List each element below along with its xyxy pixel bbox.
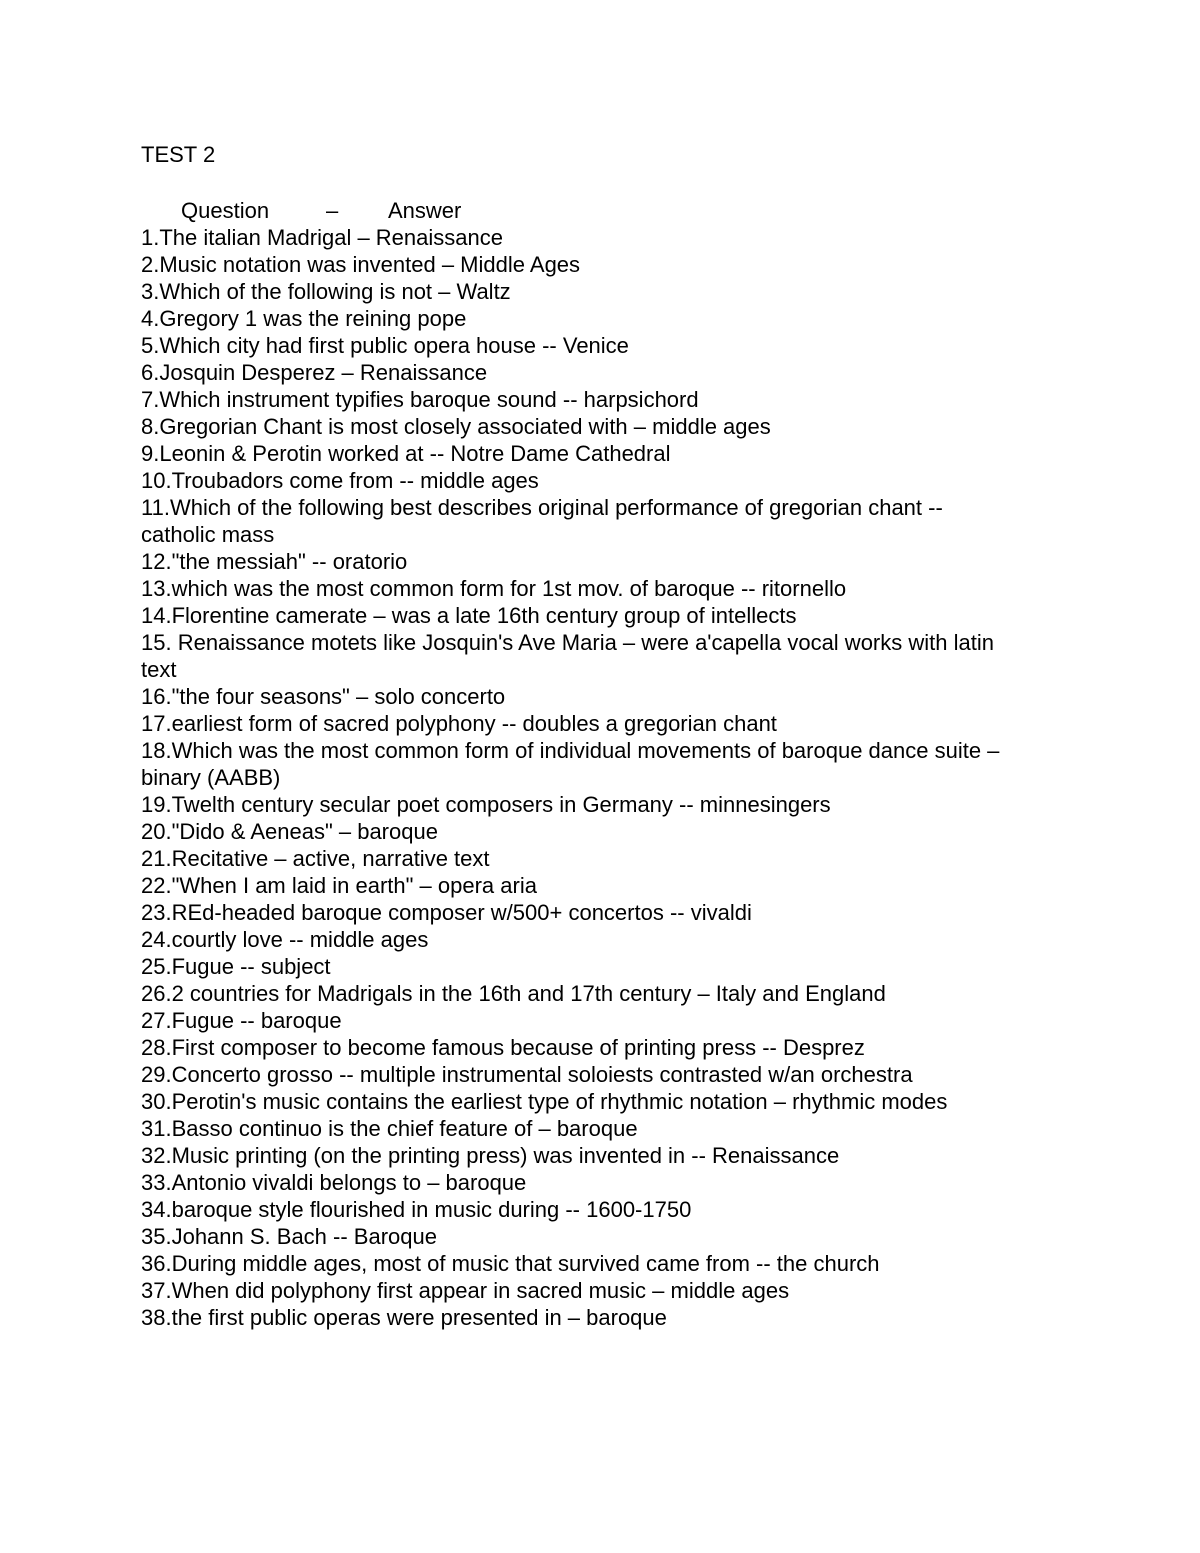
list-item: 3.Which of the following is not – Waltz [141,279,511,304]
question-header: Question [181,198,270,223]
document-page [141,140,1001,1331]
list-item: 2.Music notation was invented – Middle Ages [141,252,581,277]
list-item: 21.Recitative – active, narrative text [141,846,490,871]
list-item: 30.Perotin's music contains the earliest type of rhythmic notation – rhythmic modes [141,1089,948,1114]
list-item: 33.Antonio vivaldi belongs to – baroque [141,1170,527,1195]
question-list [141,224,1001,1331]
list-item: 7.Which instrument typifies baroque sound -- harpsichord [141,387,699,412]
list-item: 8.Gregorian Chant is most closely associated with – middle ages [141,414,771,439]
column-header [141,197,1001,224]
list-item: 23.REd-headed baroque composer w/500+ concertos -- vivaldi [141,900,752,925]
list-item: 19.Twelth century secular poet composers in Germany -- minnesingers [141,792,831,817]
page-title: TEST 2 [141,142,216,167]
list-item: 37.When did polyphony first appear in sacred music – middle ages [141,1278,790,1303]
list-item: 38.the first public operas were presented in – baroque [141,1305,667,1330]
list-item: 24.courtly love -- middle ages [141,927,429,952]
list-item: 28.First composer to become famous because of printing press -- Desprez [141,1035,865,1060]
list-item: 12."the messiah" -- oratorio [141,549,408,574]
header-separator: – [326,198,339,223]
list-item: 22."When I am laid in earth" – opera aria [141,873,537,898]
list-item: 29.Concerto grosso -- multiple instrumental soloiests contrasted w/an orchestra [141,1062,913,1087]
list-item: 1.The italian Madrigal – Renaissance [141,225,503,250]
list-item: 11.Which of the following best describes original performance of gregorian chant -- catholic mass [141,495,943,547]
list-item: 17.earliest form of sacred polyphony -- doubles a gregorian chant [141,711,777,736]
list-item: 15. Renaissance motets like Josquin's Ave Maria – were a'capella vocal works with latin text [141,630,994,682]
list-item: 31.Basso continuo is the chief feature of – baroque [141,1116,638,1141]
list-item: 34.baroque style flourished in music during -- 1600-1750 [141,1197,692,1222]
list-item: 25.Fugue -- subject [141,954,331,979]
list-item: 5.Which city had first public opera house -- Venice [141,333,629,358]
list-item: 27.Fugue -- baroque [141,1008,342,1033]
list-item: 26.2 countries for Madrigals in the 16th and 17th century – Italy and England [141,981,886,1006]
list-item: 32.Music printing (on the printing press) was invented in -- Renaissance [141,1143,840,1168]
list-item: 35.Johann S. Bach -- Baroque [141,1224,437,1249]
list-item: 13.which was the most common form for 1st mov. of baroque -- ritornello [141,576,847,601]
answer-header: Answer [388,198,462,223]
list-item: 16."the four seasons" – solo concerto [141,684,506,709]
list-item: 36.During middle ages, most of music that survived came from -- the church [141,1251,880,1276]
list-item: 20."Dido & Aeneas" – baroque [141,819,438,844]
list-item: 14.Florentine camerate – was a late 16th century group of intellects [141,603,797,628]
list-item: 9.Leonin & Perotin worked at -- Notre Dame Cathedral [141,441,671,466]
list-item: 4.Gregory 1 was the reining pope [141,306,467,331]
list-item: 6.Josquin Desperez – Renaissance [141,360,488,385]
list-item: 10.Troubadors come from -- middle ages [141,468,539,493]
list-item: 18.Which was the most common form of individual movements of baroque dance suite – binary (AABB) [141,738,1000,790]
